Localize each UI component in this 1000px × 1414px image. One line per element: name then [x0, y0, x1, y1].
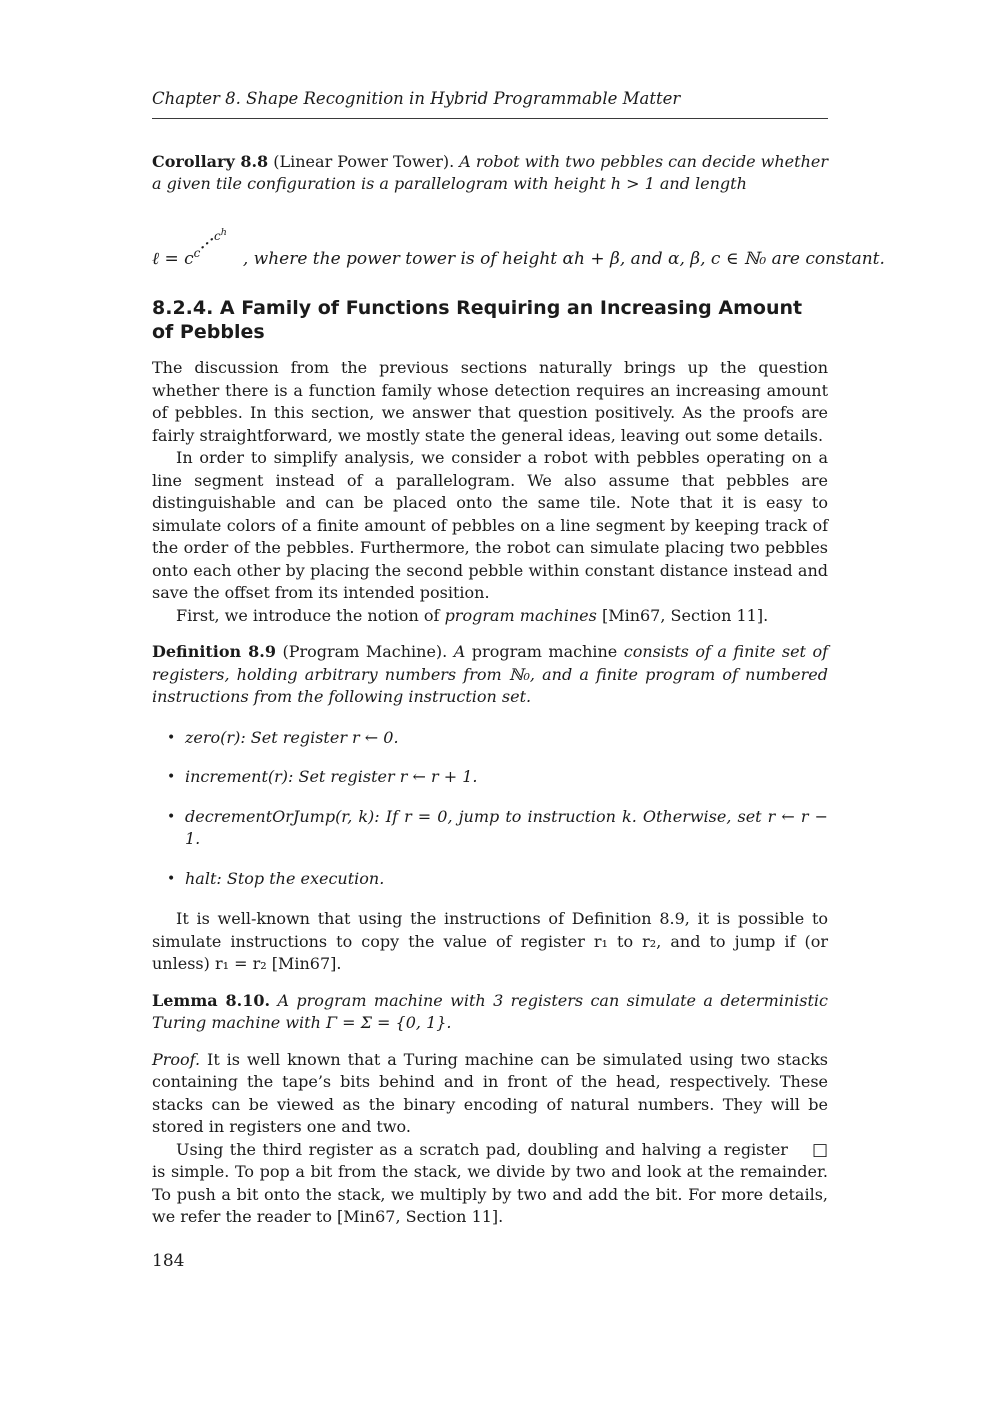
formula-superscript-c: c: [193, 245, 201, 260]
page-number: 184: [152, 1251, 185, 1271]
instruction-item-zero: [167, 727, 828, 750]
tower-dot: ·: [200, 240, 205, 256]
proof-block: [152, 1049, 828, 1229]
chapter-header-text: Chapter 8. Shape Recognition in Hybrid Programmable Matter: [152, 89, 681, 108]
instruction-item-decrement-or-jump: [167, 806, 828, 851]
program-machines-emphasis: program machines: [444, 605, 597, 625]
bullet-icon: •: [167, 729, 176, 746]
lemma-block: [152, 990, 828, 1035]
instruction-text: zero(r): Set register r ← 0.: [185, 727, 399, 747]
paragraph-simplify-analysis: In order to simplify analysis, we consider a robot with pebbles operating on a line segment instead of a parallelogram. We also assume that pebbles are distinguishable and can be placed onto the same tile. Note that it is easy to simulate colors of a finite amount of pebbles on a line segment by keeping track of the order of the pebbles. Furthermore, the robot can simulate placing two pebbles onto each other by placing the second pebble within constant distance instead and save the offset from its intended position.: [152, 448, 828, 602]
running-header: [152, 88, 828, 119]
bullet-icon: •: [167, 808, 176, 825]
instruction-list: [152, 727, 828, 891]
paragraph-well-known: It is well-known that using the instructions of Definition 8.9, it is possible to simulate instructions to copy the value of register r₁ to r₂, and to jump if (or unless) r₁ = r₂ [Min67].: [152, 909, 828, 973]
tower-top-base: c: [213, 228, 221, 243]
section-heading: [152, 296, 828, 344]
paragraph-intro-program-machines: [152, 605, 828, 628]
bullet-icon: •: [167, 769, 176, 785]
section-heading-text: 8.2.4. A Family of Functions Requiring an Increasing Amount of Pebbles: [152, 297, 803, 343]
instruction-item-increment: [167, 766, 828, 789]
power-tower-formula: [152, 222, 885, 271]
definition-body-post: consists of a finite set of registers, holding arbitrary numbers from ℕ₀, and a finite program of numbered instructions from the following instruction set.: [152, 642, 829, 706]
corollary-label: Corollary 8.8: [152, 151, 269, 171]
tower-top: [213, 226, 227, 243]
formula-lhs: ℓ = c: [152, 248, 194, 269]
definition-body-pre: A: [453, 642, 472, 661]
proof-paragraph-1: [152, 1049, 828, 1139]
instruction-text: halt: Stop the execution.: [185, 868, 385, 888]
corollary-block: [152, 151, 828, 196]
proof-text-1: It is well known that a Turing machine can be simulated using two stacks containing the tape’s bits behind and in front of the head, respectively. These stacks can be viewed as the binary encoding of natural numbers. They will be stored in registers one and two.: [152, 1049, 828, 1136]
qed-symbol: □: [811, 1139, 828, 1160]
instruction-text: decrementOrJump(r, k): If r = 0, jump to instruction k. Otherwise, set r ← r − 1.: [185, 806, 828, 848]
formula-tail-text: , where the power tower is of height αh + β, and α, β, c ∈ ℕ₀ are constant.: [242, 248, 885, 269]
definition-block: [152, 641, 828, 709]
tower-top-exponent: h: [220, 226, 227, 238]
program-machine-emphasis: program machine: [471, 642, 618, 661]
proof-text-2: Using the third register as a scratch pad, doubling and halving a register is simple. To pop a bit from the stack, we divide by two and look at the remainder. To push a bit onto the stack, we multiply by two and add the bit. For more details, we refer the reader to [Min67, Section 11].: [152, 1139, 828, 1226]
tower-dot: ·: [209, 232, 214, 248]
proof-paragraph-2: [152, 1139, 828, 1229]
citation-min67: [Min67, Section 11].: [596, 605, 769, 625]
lemma-label: Lemma 8.10.: [152, 990, 271, 1010]
definition-label: Definition 8.9: [152, 642, 276, 661]
definition-qualifier: (Program Machine).: [275, 642, 454, 661]
lemma-body: A program machine with 3 registers can simulate a deterministic Turing machine with Γ = Σ = {0, 1}.: [152, 990, 828, 1032]
instruction-item-halt: [167, 868, 828, 891]
corollary-body: A robot with two pebbles can decide whether a given tile configuration is a parallelogram with height h > 1 and length: [152, 151, 828, 193]
paragraph-discussion: The discussion from the previous sections naturally brings up the question whether there is a function family whose detection requires an increasing amount of pebbles. In this section, we answer that question positively. As the proofs are fairly straightforward, we mostly state the general ideas, leaving out some details.: [152, 358, 828, 445]
tower-dot: ·: [204, 236, 210, 252]
paragraph-text: First, we introduce the notion of: [176, 605, 445, 625]
instruction-text: increment(r): Set register r ← r + 1.: [185, 767, 478, 786]
bullet-icon: •: [167, 870, 176, 887]
corollary-qualifier: (Linear Power Tower).: [268, 151, 460, 171]
text-column: [152, 88, 885, 1229]
proof-label: Proof.: [152, 1049, 201, 1069]
